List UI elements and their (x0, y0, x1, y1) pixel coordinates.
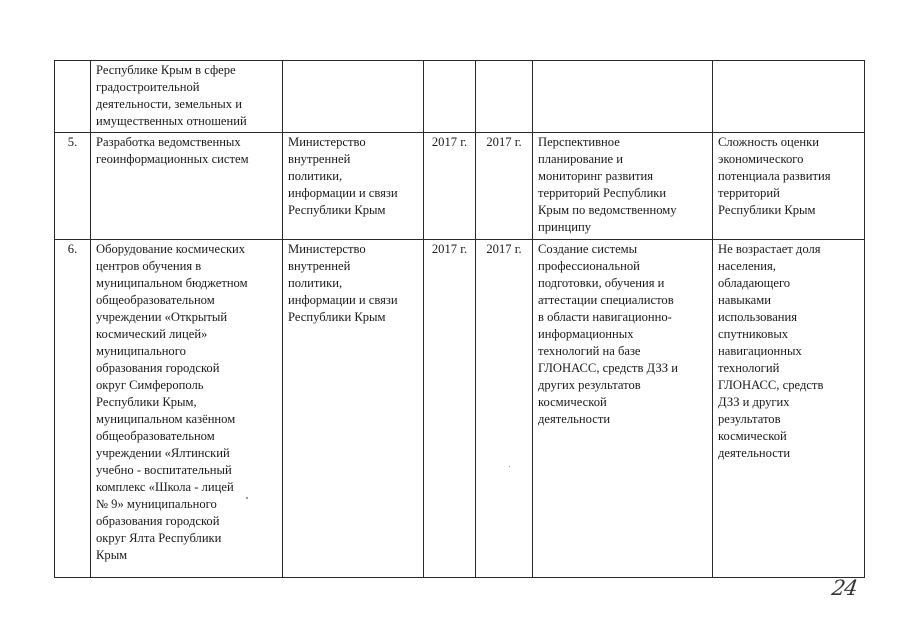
page-number: 24 (830, 576, 859, 600)
table-row-5 (55, 133, 865, 240)
cell-start-year (424, 61, 476, 133)
cell-consequence: Не возрастает доля населения, обладающего навыками использования спутниковых навигационных технологий ГЛОНАСС, средств ДЗЗ и других результатов космической деятельности (713, 240, 865, 578)
table-row-continued (55, 61, 865, 133)
cell-start-year: 2017 г. (424, 133, 476, 240)
cell-end-year (476, 61, 533, 133)
cell-number: 5. (55, 133, 91, 240)
table-row-6 (55, 240, 865, 578)
cell-end-year: 2017 г. (476, 240, 533, 578)
cell-start-year: 2017 г. (424, 240, 476, 578)
cell-activity: Разработка ведомственных геоинформационных систем (91, 133, 283, 240)
cell-consequence: Сложность оценки экономического потенциала развития территорий Республики Крым (713, 133, 865, 240)
scan-speck (509, 466, 510, 467)
cell-expected-result: Перспективное планирование и мониторинг развития территорий Республики Крым по ведомственному принципу (533, 133, 713, 240)
cell-activity: Оборудование космических центров обучения в муниципальном бюджетном общеобразовательном учреждении «Открытый космический лицей» муниципального образования городской округ Симферополь Республики Крым, муниципальном казённом общеобразовательном учреждении «Ялтинский учебно - воспитательный комплекс «Школа - лицей № 9» муниципального образования городской округ Ялта Республики Крым (91, 240, 283, 578)
cell-activity: Республике Крым в сфере градостроительной деятельности, земельных и имущественных отношений (91, 61, 283, 133)
cell-expected-result (533, 61, 713, 133)
cell-number (55, 61, 91, 133)
cell-executor: Министерство внутренней политики, информации и связи Республики Крым (283, 133, 424, 240)
cell-number: 6. (55, 240, 91, 578)
cell-executor (283, 61, 424, 133)
cell-end-year: 2017 г. (476, 133, 533, 240)
cell-expected-result: Создание системы профессиональной подготовки, обучения и аттестации специалистов в области навигационно- информационных технологий на базе ГЛОНАСС, средств ДЗЗ и других результатов космической деятельности (533, 240, 713, 578)
measures-table (54, 60, 865, 578)
cell-executor: Министерство внутренней политики, информации и связи Республики Крым (283, 240, 424, 578)
cell-consequence (713, 61, 865, 133)
scan-speck (246, 497, 248, 499)
